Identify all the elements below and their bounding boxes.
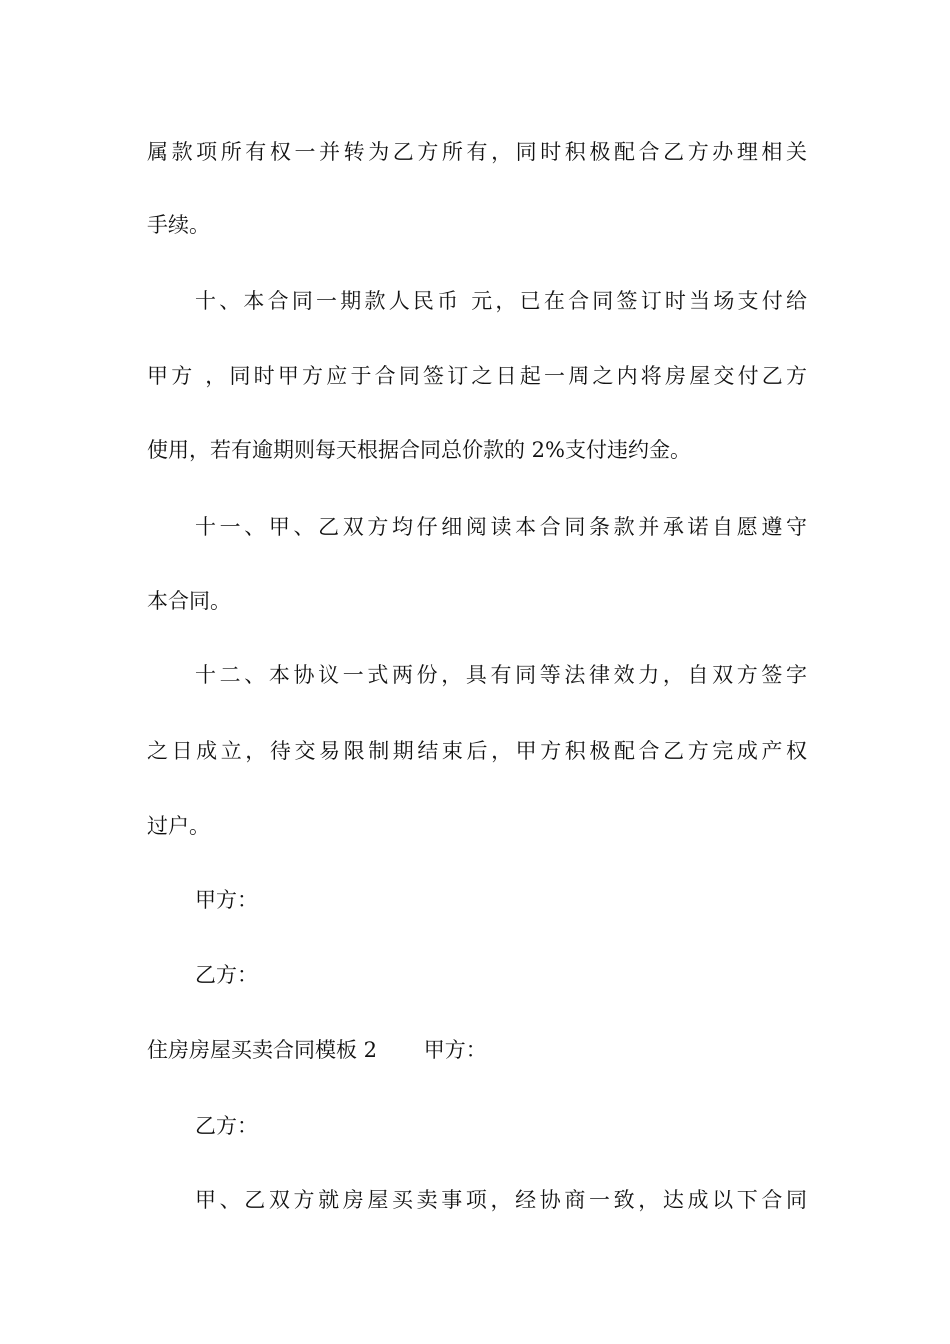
clause-10-line-1: 十、本合同一期款人民币 元，已在合同签订时当场支付给: [195, 289, 807, 313]
agreement-intro-line: 甲、乙双方就房屋买卖事项，经协商一致，达成以下合同: [195, 1188, 807, 1212]
party-a-signature-line: 甲方：: [195, 888, 258, 912]
clause-10-line-2: 甲方 ，同时甲方应于合同签订之日起一周之内将房屋交付乙方: [147, 364, 807, 388]
clause-11-line-2: 本合同。: [147, 589, 231, 613]
clause-12-line-1: 十二、本协议一式两份，具有同等法律效力，自双方签字: [195, 663, 807, 687]
clause-11-line-1: 十一、甲、乙双方均仔细阅读本合同条款并承诺自愿遵守: [195, 515, 807, 539]
text-line-1: 属款项所有权一并转为乙方所有，同时积极配合乙方办理相关: [147, 140, 807, 164]
party-b-signature-line: 乙方：: [195, 963, 258, 987]
party-b-line: 乙方：: [195, 1114, 258, 1138]
template-2-title-line: 住房房屋买卖合同模板 2 甲方：: [147, 1038, 487, 1062]
clause-12-line-2: 之日成立，待交易限制期结束后，甲方积极配合乙方完成产权: [147, 739, 807, 763]
clause-10-line-3: 使用，若有逾期则每天根据合同总价款的 2%支付违约金。: [147, 438, 691, 462]
clause-12-line-3: 过户。: [147, 814, 210, 838]
text-line-2: 手续。: [147, 213, 210, 237]
